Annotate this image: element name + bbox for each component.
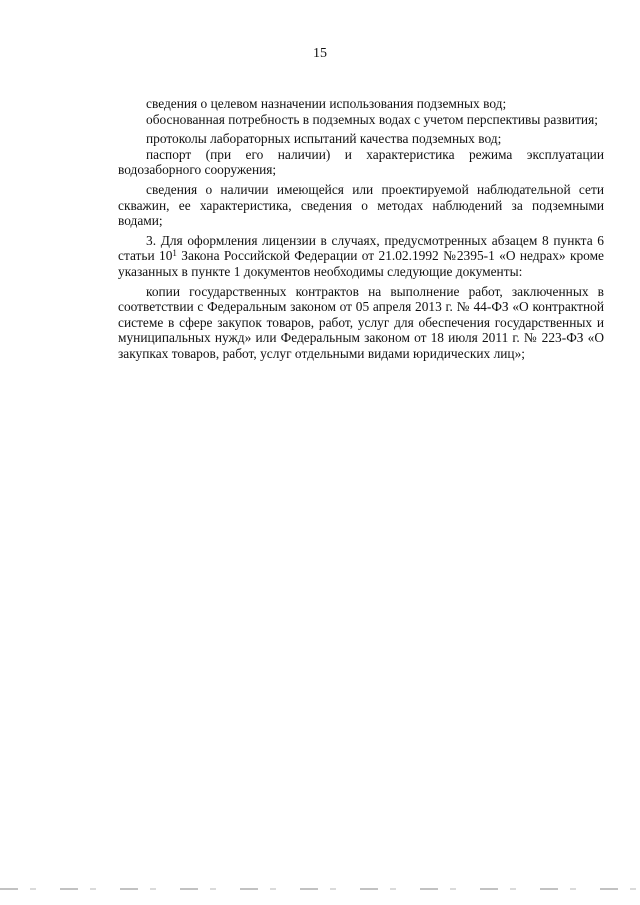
page-number: 15: [313, 46, 327, 61]
paragraph-observation-network: сведения о наличии имеющейся или проектируемой наблюдательной сети скважин, ее характеристика, сведения о методах наблюдений за подземными водами;: [118, 181, 604, 229]
item-3-text-end: Закона Российской Федерации от 21.02.1992 №2395-1 «О недрах» кроме указанных в пункте 1 документов необходимы следующие документы:: [118, 248, 605, 279]
paragraph-contracts: копии государственных контрактов на выполнение работ, заключенных в соответствии с Федеральным законом от 05 апреля 2013 г. № 44-ФЗ «О контрактной системе в сфере закупок товаров, работ, услуг для обеспечения государственных и муниципальных нужд» или Федеральным законом от 18 июля 2011 г. № 223-ФЗ «О закупках товаров, работ, услуг отдельными видами юридических лиц»;: [118, 283, 604, 361]
superscript: 1: [172, 248, 177, 259]
paragraph-purpose: сведения о целевом назначении использования подземных вод;: [146, 96, 507, 111]
paragraph-item-3: [118, 233, 604, 280]
paragraph-passport: паспорт (при его наличии) и характеристика режима эксплуатации водозаборного сооружения;: [118, 146, 604, 178]
paragraph-need: обоснованная потребность в подземных водах с учетом перспективы развития;: [146, 111, 598, 127]
paragraph-lab-protocols: протоколы лабораторных испытаний качества подземных вод;: [146, 131, 502, 147]
scan-artifact-line: [0, 888, 640, 890]
document-body: [118, 96, 604, 362]
item-3-text-start: 3. Для оформления лицензии в случаях, предусмотренных абзацем 8 пункта 6 статьи 10: [118, 232, 604, 264]
